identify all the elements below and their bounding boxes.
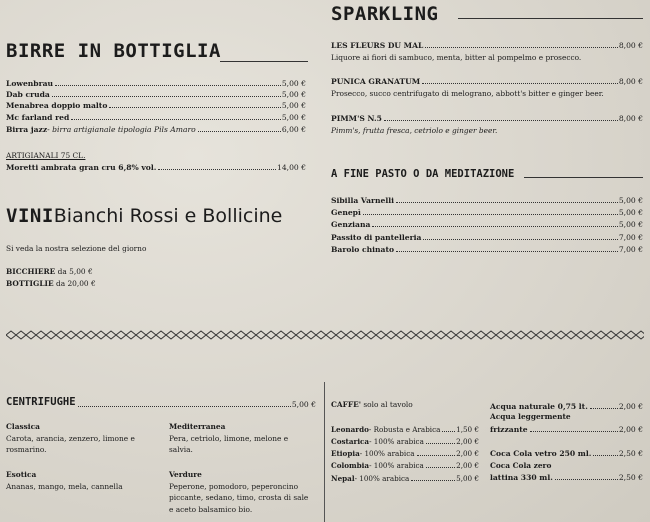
digestif-section-title: A FINE PASTO O DA MEDITAZIONE <box>331 168 515 180</box>
centrifuga-desc: rosmarino. <box>6 445 47 454</box>
sparkling-row: PUNICA GRANATUM 8,00 € <box>331 77 643 86</box>
sparkling-desc: Liquore ai fiori di sambuco, menta, bitter al pompelmo e prosecco. <box>331 53 582 62</box>
bottle-price: BOTTIGLIE da 20,00 € <box>6 279 96 288</box>
drink-row: frizzante 2,00 € <box>490 425 643 434</box>
centrifuga-desc: Carota, arancia, zenzero, limone e <box>6 434 135 443</box>
digestif-row: Genziana 5,00 € <box>331 220 643 229</box>
caffe-row: Colombia - 100% arabica 2,00 € <box>331 461 479 470</box>
drink-row: lattina 330 ml. 2,50 € <box>490 473 643 482</box>
beer-title-rule <box>220 61 308 62</box>
digestif-row: Passito di pantelleria 7,00 € <box>331 233 643 242</box>
sparkling-title-rule <box>458 18 643 19</box>
wine-section-title: VINIBianchi Rossi e Bollicine <box>6 205 283 227</box>
column-divider <box>324 382 325 522</box>
beer-row: Birra jazz - birra artigianale tipologia Pils Amaro 6,00 € <box>6 125 306 134</box>
caffe-row: Nepal - 100% arabica 5,00 € <box>331 474 479 483</box>
centrifuga-desc: Peperone, pomodoro, peperoncino <box>169 482 299 491</box>
beer-row: Lowenbrau 5,00 € <box>6 79 306 88</box>
centrifuga-name: Classica <box>6 422 40 431</box>
glass-price: BICCHIERE da 5,00 € <box>6 267 93 276</box>
drink-name: Coca Cola zero <box>490 461 552 470</box>
sparkling-row: PIMM'S N.5 8,00 € <box>331 114 643 123</box>
sparkling-desc: Prosecco, succo centrifugato di melograno, abbott's bitter e ginger beer. <box>331 89 604 98</box>
centrifuga-desc: salvia. <box>169 445 193 454</box>
caffe-title: CAFFE' solo al tavolo <box>331 400 413 409</box>
digestif-row: Genepì 5,00 € <box>331 208 643 217</box>
centrifuga-desc: Ananas, mango, mela, cannella <box>6 482 123 491</box>
craft-row: Moretti ambrata gran cru 6,8% vol. 14,00 € <box>6 163 306 172</box>
beer-section-title: BIRRE IN BOTTIGLIA <box>6 40 221 62</box>
wine-note: Si veda la nostra selezione del giorno <box>6 244 147 253</box>
craft-label: ARTIGIANALI 75 CL. <box>6 151 86 160</box>
centrifughe-title: CENTRIFUGHE <box>6 396 76 408</box>
digestif-row: Barolo chinato 7,00 € <box>331 245 643 254</box>
centrifuga-name: Verdure <box>169 470 202 479</box>
caffe-row: Etiopia - 100% arabica 2,00 € <box>331 449 479 458</box>
sparkling-desc: Pimm's, frutta fresca, cetriolo e ginger beer. <box>331 126 498 135</box>
digestif-row: Sibilla Varnelli 5,00 € <box>331 196 643 205</box>
caffe-row: Leonardo - Robusta e Arabica 1,50 € <box>331 425 479 434</box>
drink-row: Coca Cola vetro 250 ml. 2,50 € <box>490 449 643 458</box>
decorative-divider <box>6 330 644 340</box>
beer-row: Mc farland red 5,00 € <box>6 113 306 122</box>
beer-row: Menabrea doppio malto 5,00 € <box>6 101 306 110</box>
caffe-row: Costarica - 100% arabica 2,00 € <box>331 437 479 446</box>
sparkling-row: LES FLEURS DU MAL 8,00 € <box>331 41 643 50</box>
centrifughe-price-row: 5,00 € <box>76 400 316 409</box>
beer-row: Dab cruda 5,00 € <box>6 90 306 99</box>
digestif-title-rule <box>524 177 643 178</box>
drink-row: Acqua naturale 0,75 lt. 2,00 € <box>490 402 643 411</box>
centrifuga-desc: Pera, cetriolo, limone, melone e <box>169 434 289 443</box>
drink-name: Acqua leggermente <box>490 412 571 421</box>
sparkling-section-title: SPARKLING <box>331 3 439 25</box>
centrifuga-name: Esotica <box>6 470 37 479</box>
centrifuga-desc: piccante, sedano, timo, crosta di sale <box>169 493 309 502</box>
centrifuga-desc: e aceto balsamico bio. <box>169 505 253 514</box>
centrifuga-name: Mediterranea <box>169 422 226 431</box>
